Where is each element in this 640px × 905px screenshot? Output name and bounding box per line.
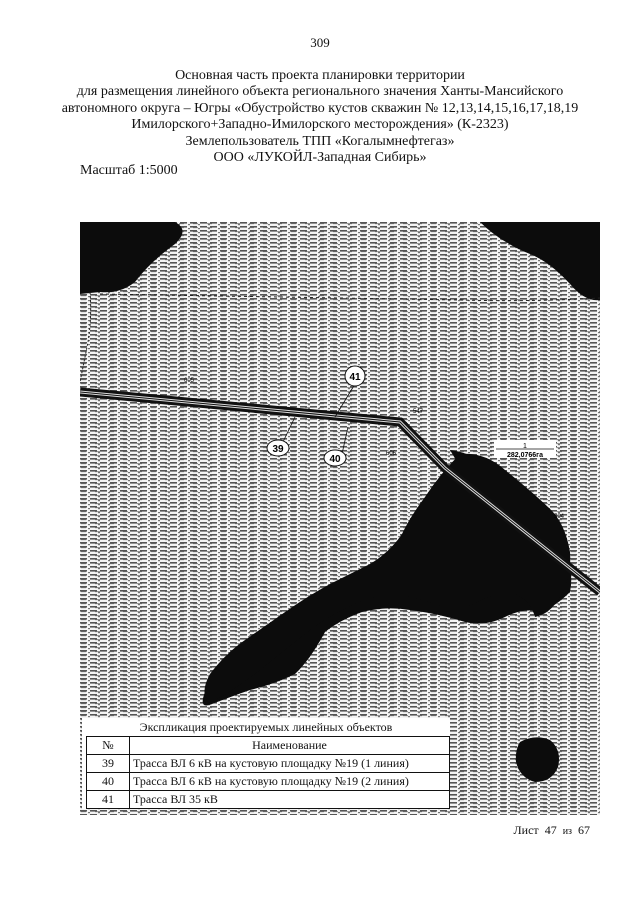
legend-row-name: Трасса ВЛ 6 кВ на кустовую площадку №19 (1 линия) [130,755,450,773]
document-title [40,68,600,166]
marker-40 [324,450,346,466]
legend-row-num: 39 [87,755,130,773]
page-number: 309 [310,35,330,50]
svg-text:282,0766га: 282,0766га [506,452,544,459]
legend-row-name: Трасса ВЛ 6 кВ на кустовую площадку №19 (2 линия) [130,773,450,791]
title-line: Землепользователь ТПП «Когалымнефтегаз» [185,133,455,149]
map-scale: Масштаб 1:5000 [80,163,178,178]
title-line: ООО «ЛУКОЙЛ-Западная Сибирь» [213,150,427,166]
legend-header-name: Наименование [130,737,450,755]
title-line: Основная часть проекта планировки территории [175,68,465,83]
legend-header-row [87,737,450,755]
marker-39 [267,440,289,456]
legend [82,718,450,809]
legend-row-name: Трасса ВЛ 35 кВ [130,791,450,809]
legend-row [87,773,450,791]
legend-row [87,791,450,809]
parcel-label [494,440,556,459]
sheet-number: 47 [544,823,557,837]
svg-text:41: 41 [349,372,361,383]
marker-41 [345,366,365,386]
title-line: Имилорского+Западно-Имилорского месторождения» (К-2323) [131,117,509,133]
point-label: 547 [413,409,424,415]
point-label: 606 [386,451,397,457]
svg-text:1: 1 [523,443,527,450]
title-line: автономного округа – Югры «Обустройство кустов скважин № 12,13,14,15,16,17,18,19 [61,100,579,116]
legend-row-num: 40 [87,773,130,791]
legend-row-num: 41 [87,791,130,809]
sheet-footer [511,823,590,838]
svg-text:40: 40 [329,454,341,465]
legend-header-num: № [87,737,130,755]
legend-caption: Экспликация проектируемых линейных объектов [139,720,393,734]
sheet-total: 67 [578,823,590,837]
point-label: 605 [184,378,195,384]
svg-text:39: 39 [272,444,284,455]
sheet-label: Лист [513,823,539,837]
legend-table [86,736,450,809]
title-line: для размещения линейного объекта регионального значения Ханты-Мансийского [76,84,564,100]
sheet-of: из [562,826,572,837]
legend-row [87,755,450,773]
point-label: 504 [554,514,565,520]
